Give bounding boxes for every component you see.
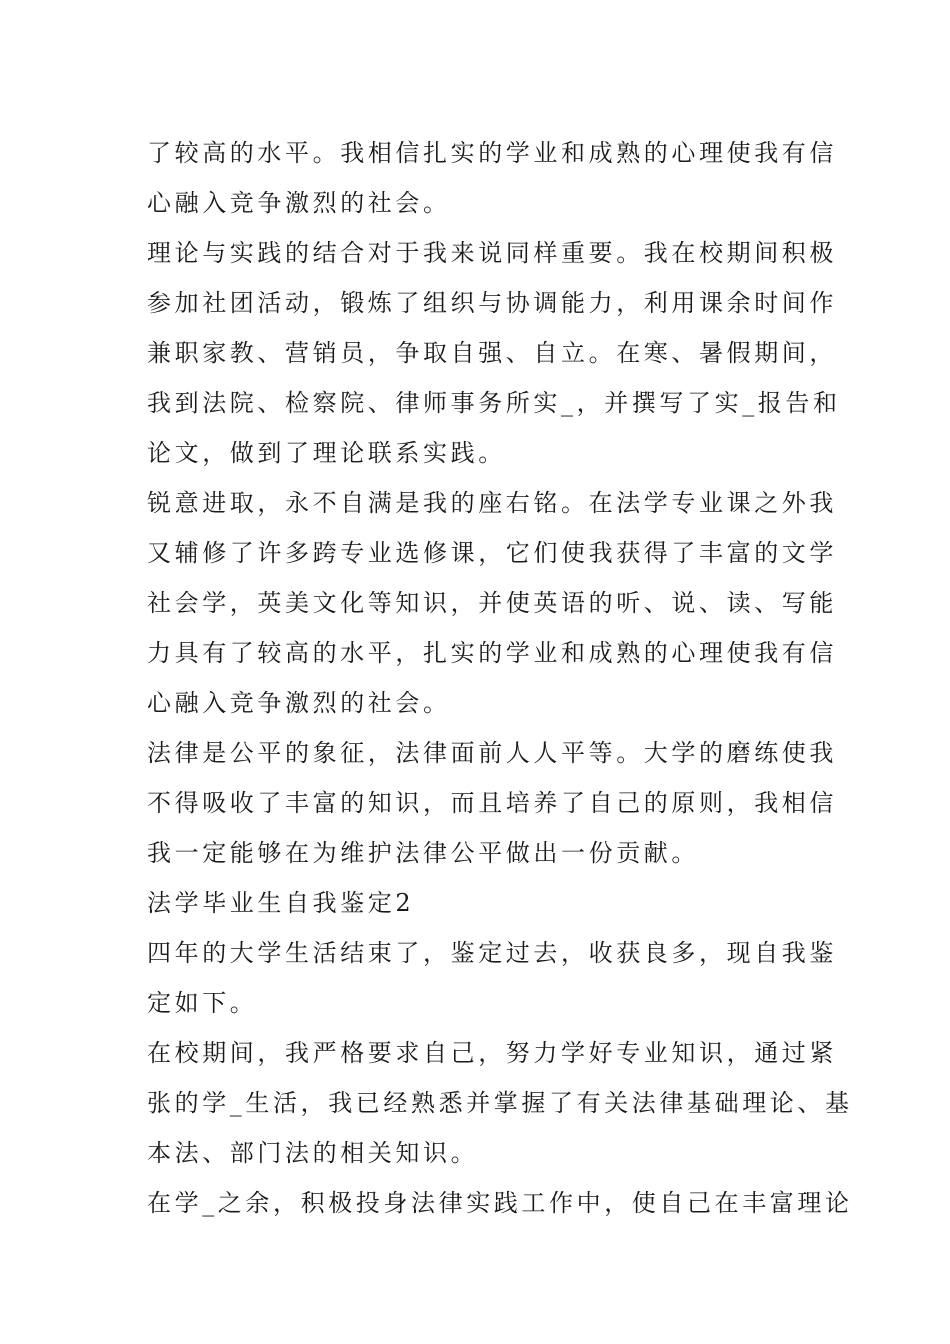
text-line: 参加社团活动，锻炼了组织与协调能力，利用课余时间作 [147, 289, 837, 317]
text-line: 本法、部门法的相关知识。 [147, 1139, 479, 1167]
text-line: 定如下。 [147, 989, 258, 1017]
text-line: 我到法院、检察院、律师事务所实_，并撰写了实_报告和 [147, 389, 841, 417]
text-line: 又辅修了许多跨专业选修课，它们使我获得了丰富的文学 [147, 539, 837, 567]
text-line: 论文，做到了理论联系实践。 [147, 439, 506, 467]
text-line: 力具有了较高的水平，扎实的学业和成熟的心理使我有信 [147, 639, 837, 667]
text-line: 在学_之余，积极投身法律实践工作中，使自己在丰富理论 [147, 1189, 853, 1217]
section-heading: 法学毕业生自我鉴定2 [147, 889, 415, 917]
document-body [147, 128, 853, 1228]
text-line: 张的学_生活，我已经熟悉并掌握了有关法律基础理论、基 [147, 1089, 853, 1117]
text-line: 在校期间，我严格要求自己，努力学好专业知识，通过紧 [147, 1039, 837, 1067]
text-line: 法律是公平的象征，法律面前人人平等。大学的磨练使我 [147, 739, 837, 767]
text-line: 我一定能够在为维护法律公平做出一份贡献。 [147, 839, 699, 867]
text-line: 了较高的水平。我相信扎实的学业和成熟的心理使我有信 [147, 139, 837, 167]
text-line: 理论与实践的结合对于我来说同样重要。我在校期间积极 [147, 239, 837, 267]
text-line: 兼职家教、营销员，争取自强、自立。在寒、暑假期间， [147, 339, 837, 367]
text-line: 社会学，英美文化等知识，并使英语的听、说、读、写能 [147, 589, 837, 617]
text-line: 心融入竞争激烈的社会。 [147, 689, 451, 717]
text-line: 不得吸收了丰富的知识，而且培养了自己的原则，我相信 [147, 789, 837, 817]
text-line: 锐意进取，永不自满是我的座右铭。在法学专业课之外我 [147, 489, 837, 517]
text-line: 心融入竞争激烈的社会。 [147, 189, 451, 217]
text-line: 四年的大学生活结束了，鉴定过去，收获良多，现自我鉴 [147, 939, 837, 967]
